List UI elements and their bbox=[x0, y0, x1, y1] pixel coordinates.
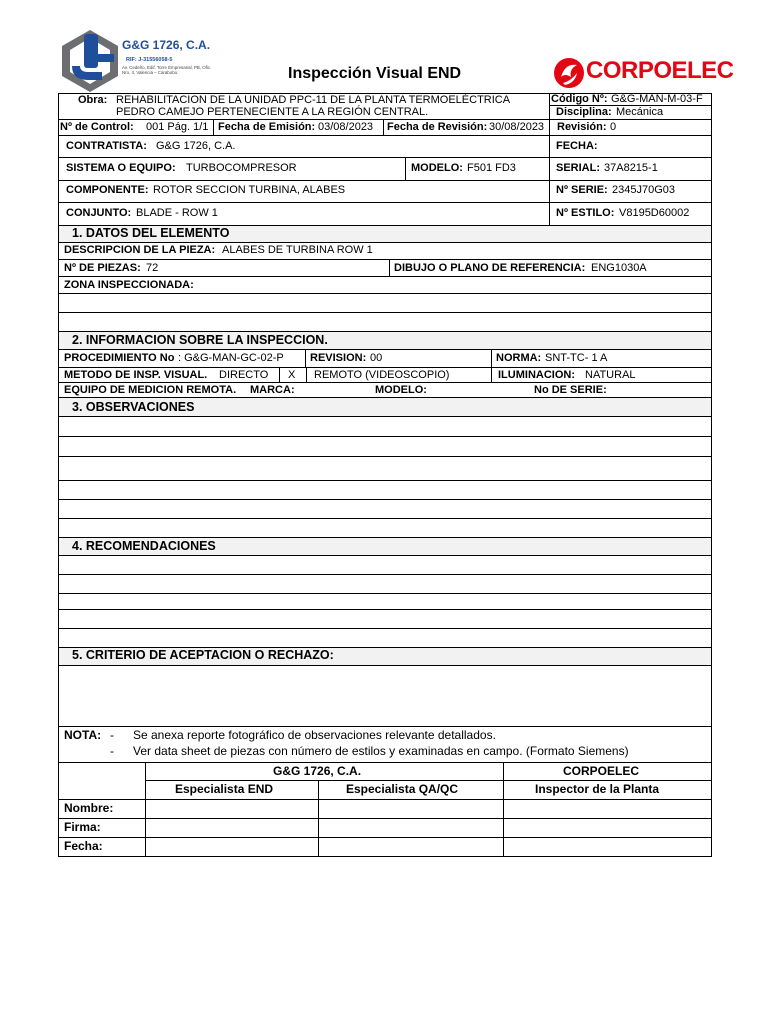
sistema-value: TURBOCOMPRESOR bbox=[186, 162, 297, 174]
signature-row-nombre: Nombre: bbox=[64, 801, 114, 815]
gg-logo bbox=[58, 28, 228, 94]
norma-label: NORMA: bbox=[496, 352, 542, 364]
nota-line-2: Ver data sheet de piezas con número de estilos y examinadas en campo. (Formato Siemens) bbox=[133, 744, 629, 758]
signature-role-inspector: Inspector de la Planta bbox=[535, 782, 660, 796]
sistema-label: SISTEMA O EQUIPO: bbox=[66, 162, 176, 174]
marca-label: MARCA: bbox=[250, 384, 295, 396]
no-serie-label: No DE SERIE: bbox=[534, 384, 607, 396]
obra-label: Obra: bbox=[78, 94, 108, 106]
disciplina-value: Mecánica bbox=[616, 106, 664, 118]
iluminacion-label: ILUMINACION: bbox=[498, 369, 575, 381]
conjunto-label: CONJUNTO: bbox=[66, 207, 132, 219]
section-2-title: 2. INFORMACION SOBRE LA INSPECCION. bbox=[72, 333, 328, 347]
modelo-label: MODELO: bbox=[411, 162, 463, 174]
document-title: Inspección Visual END bbox=[288, 65, 462, 82]
dibujo-value: ENG1030A bbox=[591, 262, 647, 274]
iluminacion-value: NATURAL bbox=[585, 369, 636, 381]
metodo-label: METODO DE INSP. VISUAL. bbox=[64, 369, 208, 381]
descripcion-value: ALABES DE TURBINA ROW 1 bbox=[222, 244, 373, 256]
gg-logo-name: G&G 1726, C.A. bbox=[122, 38, 211, 52]
dibujo-label: DIBUJO O PLANO DE REFERENCIA: bbox=[394, 262, 586, 274]
directo-check-mark: X bbox=[288, 369, 296, 381]
signature-role-end: Especialista END bbox=[175, 782, 274, 796]
signature-row-firma: Firma: bbox=[64, 820, 101, 834]
section-1-title: 1. DATOS DEL ELEMENTO bbox=[72, 226, 230, 240]
signature-row-fecha: Fecha: bbox=[64, 839, 103, 853]
descripcion-label: DESCRIPCION DE LA PIEZA: bbox=[64, 244, 216, 256]
section-4-title: 4. RECOMENDACIONES bbox=[72, 539, 216, 553]
procedimiento-value: : G&G-MAN-GC-02-P bbox=[178, 352, 284, 364]
s2-revision-label: REVISION: bbox=[310, 352, 367, 364]
control-label: Nº de Control: bbox=[60, 121, 134, 133]
equipo-label: EQUIPO DE MEDICION REMOTA. bbox=[64, 384, 237, 396]
modelo-value: F501 FD3 bbox=[467, 162, 516, 174]
emision-label: Fecha de Emisión: bbox=[218, 121, 316, 133]
signature-company-left: G&G 1726, C.A. bbox=[273, 764, 362, 778]
s2-modelo-label: MODELO: bbox=[375, 384, 427, 396]
revision-label: Revisión: bbox=[557, 121, 607, 133]
revision-value: 0 bbox=[610, 121, 617, 133]
signature-company-right: CORPOELEC bbox=[563, 764, 640, 778]
nota-label: NOTA: bbox=[64, 728, 102, 742]
gg-logo-address: Av. Cedeño, Edif. Torre Empresarial, PB, Ofic. Nro. 4, Valencia – Carabobo. bbox=[122, 65, 212, 75]
componente-label: COMPONENTE: bbox=[66, 184, 149, 196]
revision-date-value: 30/08/2023 bbox=[489, 121, 545, 133]
disciplina-label: Disciplina: bbox=[556, 106, 612, 118]
zona-label: ZONA INSPECCIONADA: bbox=[64, 279, 194, 291]
nserie-value: 2345J70G03 bbox=[612, 184, 675, 196]
emision-value: 03/08/2023 bbox=[318, 121, 374, 133]
procedimiento-label: PROCEDIMIENTO No bbox=[64, 352, 175, 364]
directo-label: DIRECTO bbox=[219, 369, 269, 381]
signature-role-qaqc: Especialista QA/QC bbox=[346, 782, 459, 796]
section-3-title: 3. OBSERVACIONES bbox=[72, 400, 195, 414]
fecha-label: FECHA: bbox=[556, 140, 598, 152]
corpoelec-logo-text: CORPOELEC bbox=[586, 57, 734, 84]
corpoelec-flame-icon bbox=[553, 55, 585, 89]
codigo-value: G&G-MAN-M-03-F bbox=[611, 93, 703, 105]
control-value: 001 Pág. 1/1 bbox=[146, 121, 209, 133]
piezas-value: 72 bbox=[146, 262, 159, 274]
piezas-label: Nº DE PIEZAS: bbox=[64, 262, 141, 274]
conjunto-value: BLADE - ROW 1 bbox=[136, 207, 218, 219]
serial-label: SERIAL: bbox=[556, 162, 600, 174]
section-5-title: 5. CRITERIO DE ACEPTACION O RECHAZO: bbox=[72, 648, 334, 662]
contratista-value: G&G 1726, C.A. bbox=[156, 140, 236, 152]
s2-revision-value: 00 bbox=[370, 352, 383, 364]
gg-logo-icon bbox=[58, 28, 122, 94]
nota-line-1: Se anexa reporte fotográfico de observaciones relevante detallados. bbox=[133, 728, 496, 742]
nota-dash-2: - bbox=[110, 744, 114, 758]
revision-date-label: Fecha de Revisión: bbox=[387, 121, 488, 133]
estilo-value: V8195D60002 bbox=[619, 207, 690, 219]
obra-line-1: REHABILITACION DE LA UNIDAD PPC-11 DE LA PLANTA TERMOELÉCTRICA bbox=[116, 94, 511, 106]
serial-value: 37A8215-1 bbox=[604, 162, 658, 174]
obra-line-2: PEDRO CAMEJO PERTENECIENTE A LA REGIÓN CENTRAL. bbox=[116, 106, 429, 118]
norma-value: SNT-TC- 1 A bbox=[545, 352, 608, 364]
remoto-label: REMOTO (VIDEOSCOPIO) bbox=[314, 369, 450, 381]
contratista-label: CONTRATISTA: bbox=[66, 140, 147, 152]
componente-value: ROTOR SECCION TURBINA, ALABES bbox=[153, 184, 346, 196]
nota-dash-1: - bbox=[110, 728, 114, 742]
codigo-label: Código Nº: bbox=[551, 93, 608, 105]
nserie-label: Nº SERIE: bbox=[556, 184, 608, 196]
estilo-label: Nº ESTILO: bbox=[556, 207, 615, 219]
gg-logo-rif: RIF: J-31556058-5 bbox=[126, 57, 173, 63]
corpoelec-logo bbox=[553, 55, 734, 91]
